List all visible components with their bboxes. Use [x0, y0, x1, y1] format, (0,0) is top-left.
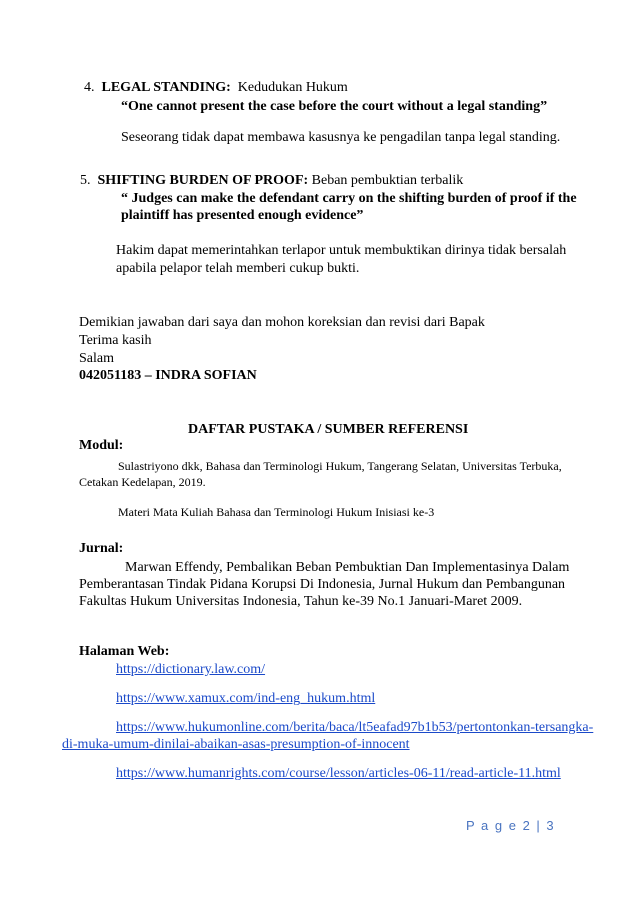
link-hukumonline-line-2[interactable]: di-muka-umum-dinilai-abaikan-asas-presumption-of-innocent — [62, 737, 410, 752]
item-4-quote: “One cannot present the case before the court without a legal standing” — [121, 99, 548, 114]
item-4-term: LEGAL STANDING: — [101, 80, 231, 95]
link-humanrights[interactable]: https://www.humanrights.com/course/lesson/articles-06-11/read-article-11.html — [116, 766, 561, 781]
closing-line-1: Demikian jawaban dari saya dan mohon koreksian dan revisi dari Bapak — [79, 315, 485, 330]
jurnal-heading: Jurnal: — [79, 541, 124, 556]
page-footer — [466, 818, 555, 833]
modul-ref-2: Materi Mata Kuliah Bahasa dan Terminologi Hukum Inisiasi ke-3 — [118, 505, 435, 519]
modul-ref-1-line-1: Sulastriyono dkk, Bahasa dan Terminologi Hukum, Tangerang Selatan, Universitas Terbuka, — [118, 459, 562, 473]
link-dictionary-law[interactable]: https://dictionary.law.com/ — [116, 662, 266, 677]
modul-ref-1-line-2: Cetakan Kedelapan, 2019. — [79, 475, 206, 489]
closing-line-3: Salam — [79, 351, 114, 366]
item-5-term: SHIFTING BURDEN OF PROOF: — [97, 173, 309, 188]
item-4-translation: Seseorang tidak dapat membawa kasusnya ke pengadilan tanpa legal standing. — [121, 130, 561, 145]
link-hukumonline-line-1[interactable]: https://www.hukumonline.com/berita/baca/lt5eafad97b1b53/pertontonkan-tersangka- — [116, 720, 594, 735]
item-5-translation-line-2: apabila pelapor telah memberi cukup bukti. — [116, 261, 360, 276]
link-xamux[interactable]: https://www.xamux.com/ind-eng_hukum.html — [116, 691, 376, 706]
page-word: P a g e — [466, 818, 518, 833]
closing-line-2: Terima kasih — [79, 333, 152, 348]
page-number: 2 | 3 — [522, 818, 556, 833]
item-4-heading — [84, 79, 348, 97]
item-5-translation-line-1: Hakim dapat memerintahkan terlapor untuk membuktikan dirinya tidak bersalah — [116, 243, 567, 258]
item-4-number: 4. — [84, 80, 95, 95]
item-5-quote-line-1: “ Judges can make the defendant carry on the shifting burden of proof if the — [121, 191, 577, 206]
item-5-quote-line-2: plaintiff has presented enough evidence” — [121, 208, 364, 223]
item-5-term-translation: Beban pembuktian terbalik — [311, 173, 464, 188]
jurnal-line-3: Fakultas Hukum Universitas Indonesia, Tahun ke-39 No.1 Januari-Maret 2009. — [79, 594, 523, 609]
signature: 042051183 – INDRA SOFIAN — [79, 368, 257, 383]
jurnal-line-2: Pemberantasan Tindak Pidana Korupsi Di Indonesia, Jurnal Hukum dan Pembangunan — [79, 577, 566, 592]
item-4-term-translation: Kedudukan Hukum — [237, 80, 348, 95]
modul-heading: Modul: — [79, 438, 124, 453]
item-5-number: 5. — [80, 173, 91, 188]
references-title: DAFTAR PUSTAKA / SUMBER REFERENSI — [188, 422, 469, 437]
item-5-heading — [80, 172, 463, 190]
web-heading: Halaman Web: — [79, 644, 170, 659]
jurnal-line-1: Marwan Effendy, Pembalikan Beban Pembuktian Dan Implementasinya Dalam — [125, 560, 570, 575]
